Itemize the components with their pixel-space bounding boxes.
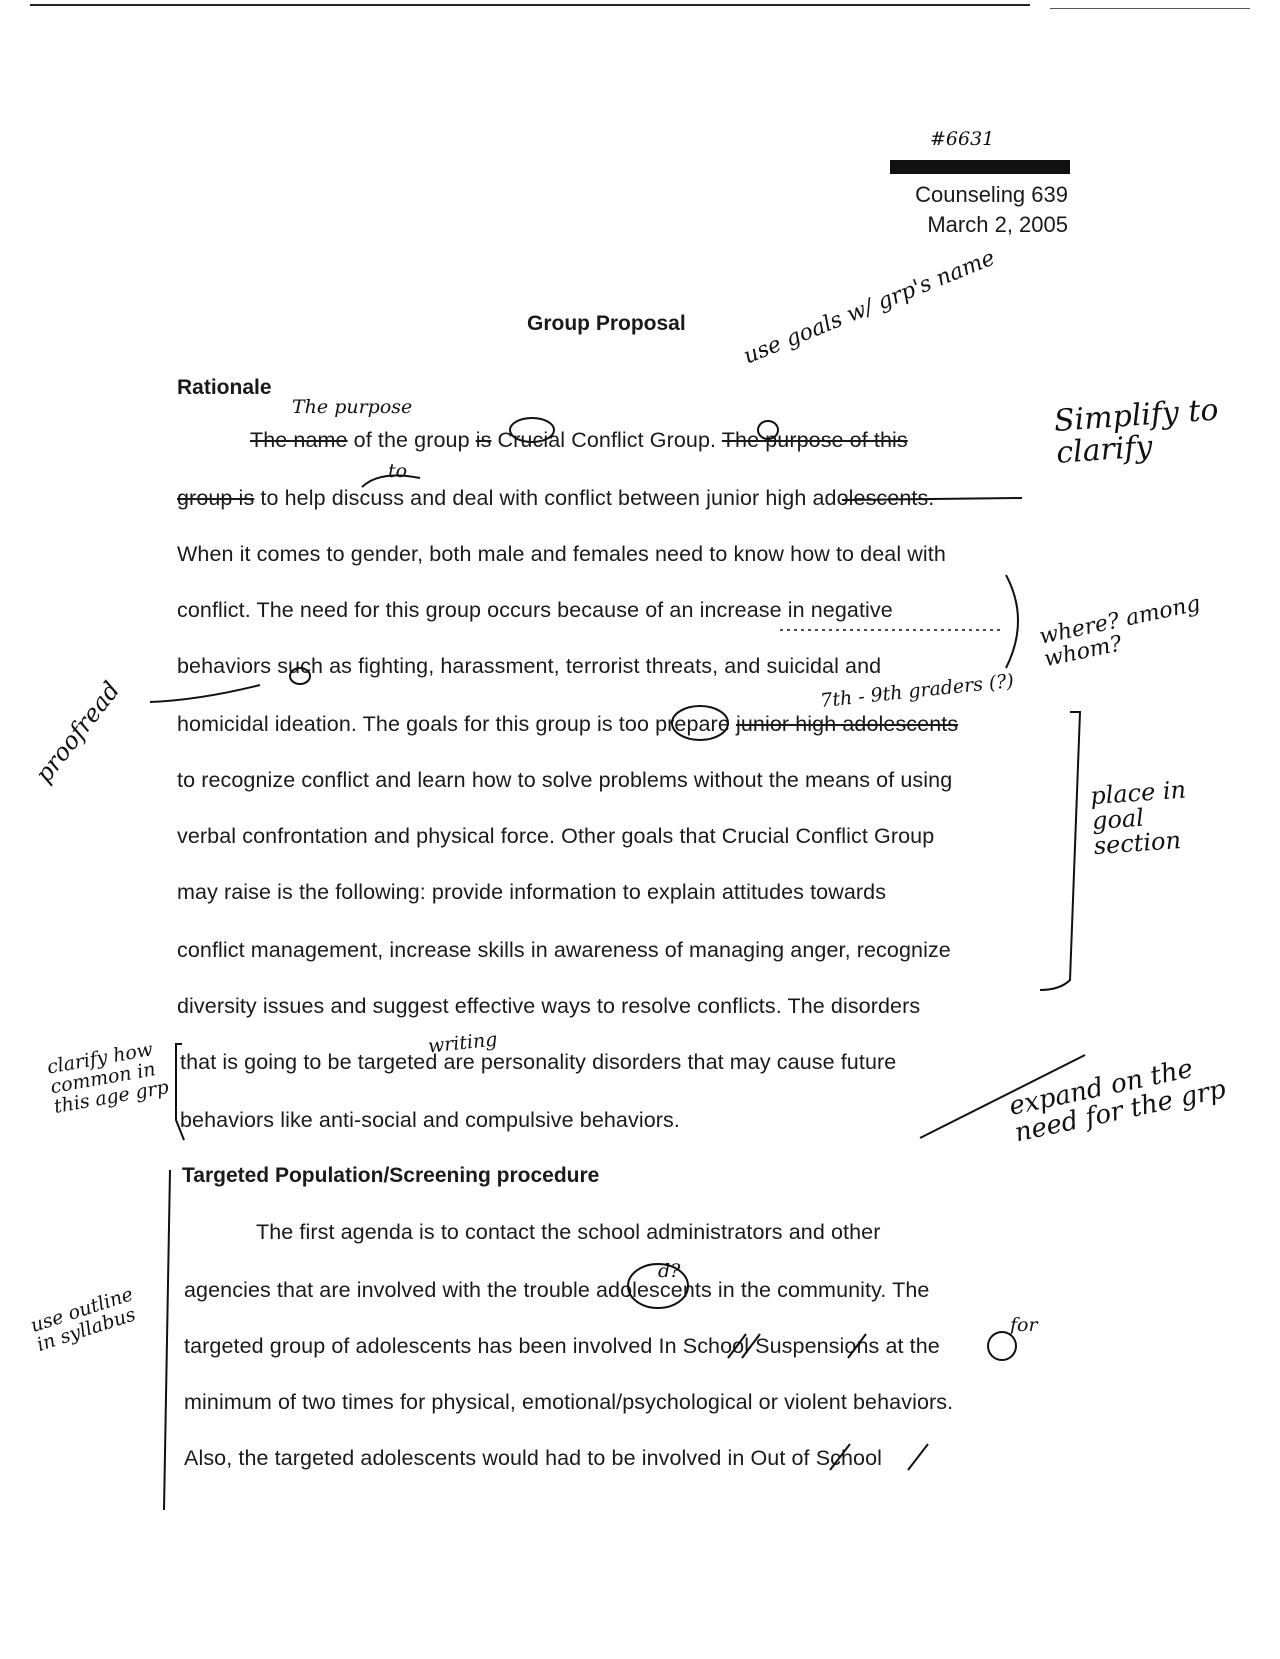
- paragraph-line: When it comes to gender, both male and females need to know how to deal with: [177, 542, 946, 566]
- annotation-where: where? among whom?: [1037, 591, 1203, 673]
- annotation-writing: writing: [426, 1028, 499, 1058]
- course-label: Counseling 639: [915, 182, 1068, 207]
- annotation-the-purpose: The purpose: [292, 396, 413, 418]
- struck-text: The purpose of this: [721, 428, 908, 452]
- paragraph-line: diversity issues and suggest effective ways to resolve conflicts. The disorders: [177, 994, 921, 1018]
- slash-mark: [848, 1334, 866, 1358]
- circle-mark: [290, 668, 310, 684]
- paragraph-line: Also, the targeted adolescents would had to be involved in Out of School: [184, 1446, 883, 1470]
- annotation-proofread: proofread: [29, 676, 126, 789]
- paragraph-line: behaviors such as fighting, harassment, terrorist threats, and suicidal and: [177, 654, 882, 678]
- paragraph-line: that is going to be targeted are personality disorders that may cause future: [180, 1050, 897, 1074]
- paragraph-line: verbal confrontation and physical force. Other goals that Crucial Conflict Group: [177, 824, 935, 848]
- slash-mark: [830, 1444, 850, 1470]
- struck-text: group is: [177, 486, 255, 510]
- section-heading-targeted: Targeted Population/Screening procedure: [182, 1164, 600, 1187]
- struck-text: The name: [250, 428, 348, 452]
- paragraph-line: behaviors like anti-social and compulsive behaviors.: [180, 1108, 680, 1132]
- bracket-mark: [176, 1044, 184, 1140]
- paragraph-line: targeted group of adolescents has been involved In School Suspensions at the: [184, 1334, 940, 1358]
- paragraph-line: conflict management, increase skills in awareness of managing anger, recognize: [177, 938, 951, 962]
- leader-mark: [150, 685, 260, 702]
- slash-mark: [742, 1334, 760, 1358]
- paragraph-line: group is to help discuss and deal with conflict between junior high adolescents.: [177, 486, 935, 510]
- annotation-clarify: clarify how common in this age grp: [45, 1038, 171, 1118]
- annotation-simplify: Simplify to clarify: [1052, 392, 1220, 471]
- annotation-expand: expand on the need for the grp: [1006, 1053, 1229, 1149]
- underline-mark: [842, 498, 1022, 500]
- annotation-use-outline: use outline in syllabus: [27, 1283, 139, 1356]
- paragraph-line: may raise is the following: provide information to explain attitudes towards: [177, 880, 887, 904]
- date-label: March 2, 2005: [927, 212, 1068, 237]
- struck-text: is: [475, 428, 492, 452]
- paragraph-line: to recognize conflict and learn how to solve problems without the means of using: [177, 768, 953, 792]
- circle-mark: [672, 706, 728, 740]
- annotation-use-goals: use goals w/ grp's name: [740, 245, 999, 370]
- paragraph-line: agencies that are involved with the trouble adolescents in the community. The: [184, 1278, 930, 1302]
- struck-text: junior high adolescents: [735, 712, 959, 736]
- slash-mark: [908, 1444, 928, 1470]
- arrow-mark: [362, 475, 420, 487]
- paragraph-line: minimum of two times for physical, emotional/psychological or violent behaviors.: [184, 1390, 954, 1414]
- circle-mark: [628, 1260, 688, 1308]
- handwritten-id: #6631: [930, 128, 995, 150]
- slash-mark: [728, 1334, 746, 1358]
- paragraph-line: conflict. The need for this group occurs because of an increase in negative: [177, 598, 893, 622]
- leader-mark: [920, 1055, 1085, 1138]
- circle-mark: [758, 421, 778, 439]
- annotation-d-question: d?: [658, 1260, 681, 1282]
- annotation-place-in-goal: place in goal section: [1089, 775, 1187, 861]
- section-heading-rationale: Rationale: [177, 376, 272, 399]
- annotation-for: for: [1010, 1314, 1038, 1336]
- paragraph-line: The first agenda is to contact the school administrators and other: [256, 1220, 881, 1244]
- annotation-to: to: [388, 460, 408, 482]
- annotation-grades: 7th - 9th graders (?): [819, 669, 1015, 713]
- circle-mark: [510, 418, 554, 442]
- paragraph-line: homicidal ideation. The goals for this group is too prepare junior high adolescents: [177, 712, 959, 736]
- page-title: Group Proposal: [527, 312, 686, 335]
- bracket-mark: [1006, 575, 1018, 668]
- bracket-mark: [1040, 712, 1080, 990]
- circle-mark: [988, 1332, 1016, 1360]
- margin-line-mark: [164, 1170, 170, 1510]
- paragraph-line: The name of the group is Crucial Conflict Group. The purpose of this: [250, 428, 908, 452]
